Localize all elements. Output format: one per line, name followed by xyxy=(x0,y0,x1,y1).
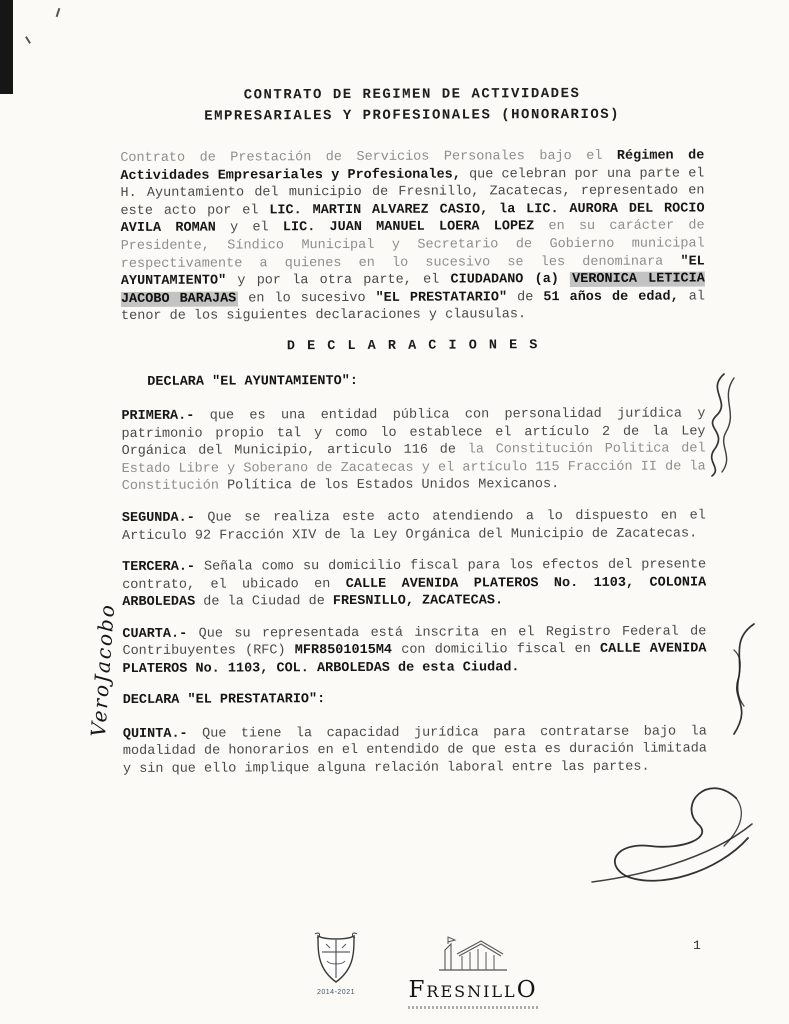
text-segment: Política de los Estados Unidos Mexicanos. xyxy=(227,477,560,494)
scan-mark xyxy=(56,8,61,17)
text-segment: CUARTA.- xyxy=(122,626,188,642)
paragraph-preamble xyxy=(120,147,705,325)
crest-shield-icon xyxy=(313,931,359,987)
text-segment: MFR8501015M4 xyxy=(294,643,393,659)
document-title xyxy=(120,83,704,128)
text-segment: que es una entidad pública con personalidad jurídica y patrimonio propio tal y como lo establece el artículo 2 de la Ley Orgánica del Municipio, articulo 116 de xyxy=(121,406,706,460)
text-segment: con domicilio fiscal en xyxy=(391,642,601,659)
paragraph-quinta xyxy=(123,723,707,778)
text-segment: y por la otra parte, el xyxy=(226,272,451,289)
text-segment: que celebran por una parte el H. Ayuntamiento del municipio de Fresnillo, Zacatecas, representado en este acto por el xyxy=(120,166,705,219)
heading-declaraciones: D E C L A R A C I O N E S xyxy=(286,338,540,355)
text-segment: de xyxy=(507,289,544,306)
text-segment: y el xyxy=(215,220,283,236)
text-segment: de la Ciudad de xyxy=(195,594,333,610)
signature-scribble-middle xyxy=(712,620,768,738)
wordmark-letter-last: O xyxy=(516,977,538,1003)
text-segment: CALLE AVENIDA PLATEROS No. 1103, COL. ARBOLEDAS de esta Ciudad. xyxy=(122,641,707,678)
text-segment: al tenor de los siguientes declaraciones y clausulas. xyxy=(120,289,706,325)
heading-declara-prestatario: DECLARA "EL PRESTATARIO": xyxy=(122,691,326,708)
text-segment: LIC. JUAN MANUEL LOERA LOPEZ xyxy=(282,219,535,236)
fresnillo-logo xyxy=(390,934,556,1009)
text-segment: PRIMERA.- xyxy=(121,408,195,424)
text-segment: en lo sucesivo xyxy=(238,290,376,307)
municipal-crest xyxy=(306,931,366,996)
text-segment: CIUDADANO (a) xyxy=(450,272,571,288)
document-title-line2: EMPRESARIALES Y PROFESIONALES (HONORARIOS) xyxy=(204,106,621,125)
text-segment: QUINTA.- xyxy=(122,726,188,742)
text-segment: LIC. MARTIN ALVAREZ CASIO, la LIC. AURORA DEL ROCIO AVILA ROMAN xyxy=(120,201,705,237)
paragraph-segunda xyxy=(122,507,706,545)
heading-declara-ayuntamiento: DECLARA "EL AYUNTAMIENTO": xyxy=(147,373,358,390)
scan-mark xyxy=(25,36,31,44)
wordmark-letter-first: F xyxy=(408,977,427,1003)
text-segment: "EL PRESTATARIO" xyxy=(375,290,508,306)
text-segment: 51 años de edad, xyxy=(543,289,679,305)
paragraph-tercera xyxy=(122,557,706,612)
text-segment: CALLE AVENIDA PLATEROS No. 1103, COLONIA ARBOLEDAS xyxy=(122,575,707,611)
paragraph-primera xyxy=(121,405,705,496)
page-number: 1 xyxy=(693,938,701,953)
signature-scribble-bottom xyxy=(586,778,758,906)
wordmark-letters-middle: RESNILL xyxy=(426,982,517,1001)
text-segment: Régimen de Actividades Empresariales y Profesionales, xyxy=(120,148,705,184)
fresnillo-building-icon xyxy=(437,934,509,972)
text-segment: FRESNILLO, ZACATECAS. xyxy=(332,593,504,610)
text-segment: Señala como su domicilio fiscal para los efectos del presente contrato, el ubicado en xyxy=(122,557,707,593)
text-segment: SEGUNDA.- xyxy=(121,510,195,526)
scan-edge-artifact xyxy=(0,0,13,94)
text-segment: Que su representada está inscrita en el Registro Federal de Contribuyentes (RFC) xyxy=(122,624,707,660)
paragraph-cuarta xyxy=(122,623,706,678)
text-segment: "EL AYUNTAMIENTO" xyxy=(120,254,705,290)
text-segment: Que tiene la capacidad jurídica para contratarse bajo la modalidad de honorarios en el entendido de que esta es duración limitada y sin que ello implique alguna relación laboral entre las partes. xyxy=(122,724,707,777)
text-segment: la Constitución Politica del Estado Libre y Soberano de Zacatecas y el artículo 115 Fracción II de la Constitución xyxy=(121,441,706,495)
text-segment: en su carácter de Presidente, Síndico Municipal y Secretario de Gobierno municipal respectivamente a quienes en lo sucesivo se les denominara xyxy=(120,218,705,272)
fresnillo-wordmark xyxy=(390,979,556,1002)
document-content xyxy=(120,83,707,792)
text-segment: Que se realiza este acto atendiendo a lo dispuesto en el Articulo 92 Fracción XIV de la Ley Orgánica del Municipio de Zacatecas. xyxy=(121,508,706,544)
document-title-line1: CONTRATO DE REGIMEN DE ACTIVIDADES xyxy=(243,85,581,104)
text-segment: TERCERA.- xyxy=(122,559,196,576)
crest-years-label: 2014-2021 xyxy=(317,989,355,996)
margin-handwriting: VeroJacobo xyxy=(86,602,120,738)
logo-tagline-microtext xyxy=(408,1006,538,1009)
text-segment: VERONICA LETICIA JACOBO BARAJAS xyxy=(120,271,705,307)
text-segment: Contrato de Prestación de Servicios Personales bajo el xyxy=(120,148,617,166)
